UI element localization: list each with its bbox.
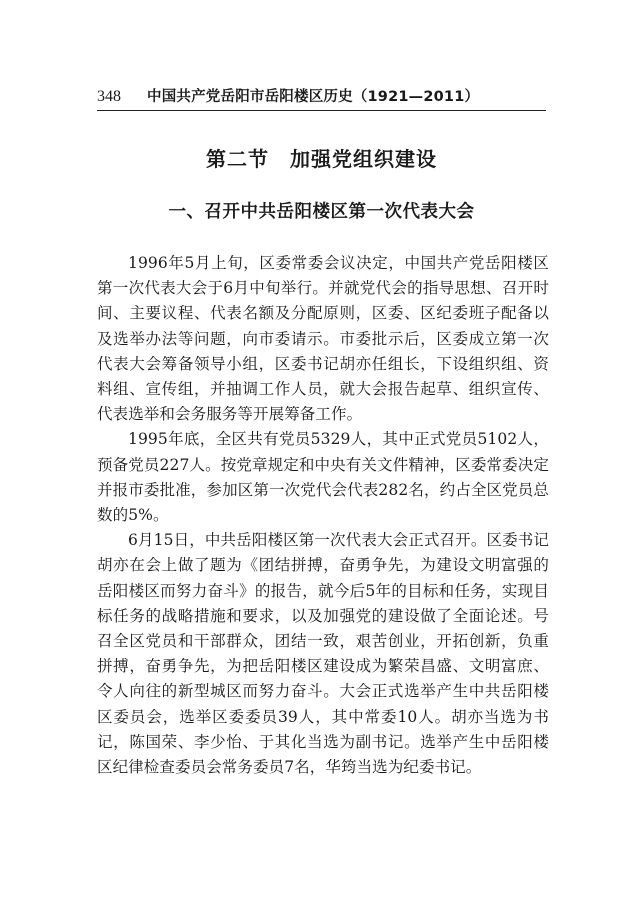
subsection-title: 一、召开中共岳阳楼区第一次代表大会 [168,202,475,222]
body-text [97,251,549,780]
paragraph: 1996年5月上旬，区委常委会议决定，中国共产党岳阳楼区第一次代表大会于6月中旬举行。并就党代会的指导思想、召开时间、主要议程、代表名额及分配原则，区委、区纪委班子配备以及选举办法等问题，向市委请示。市委批示后，区委成立第一次代表大会筹备领导小组，区委书记胡亦任组长，下设组织组、资料组、宣传组，并抽调工作人员，就大会报告起草、组织宣传、代表选举和会务服务等开展筹备工作。 [97,254,549,424]
paragraph: 6月15日，中共岳阳楼区第一次代表大会正式召开。区委书记胡亦在会上做了题为《团结拼搏，奋勇争先，为建设文明富强的岳阳楼区而努力奋斗》的报告，就今后5年的目标和任务，实现目标任务的战略措施和要求，以及加强党的建设做了全面论述。号召全区党员和干部群众，团结一致，艰苦创业，开拓创新，负重拼搏，奋勇争先，为把岳阳楼区建设成为繁荣昌盛、文明富庶、令人向往的新型城区而努力奋斗。大会正式选举产生中共岳阳楼区委员会，选举区委委员39人，其中常委10人。胡亦当选为书记，陈国荣、李少怡、于其化当选为副书记。选举产生中岳阳楼区纪律检查委员会常务委员7名，华筠当选为纪委书记。 [97,531,549,777]
book-title: 中国共产党岳阳市岳阳楼区历史（1921—2011） [147,89,480,105]
section-title: 第二节 加强党组织建设 [206,147,437,171]
paragraph: 1995年底，全区共有党员5329人，其中正式党员5102人，预备党员227人。按党章规定和中央有关文件精神，区委常委决定并报市委批准，参加区第一次党代会代表282名，约占全区党员总数的5%。 [97,430,549,525]
header-divider [97,110,546,111]
running-header [97,84,547,108]
page-number: 348 [97,88,121,105]
